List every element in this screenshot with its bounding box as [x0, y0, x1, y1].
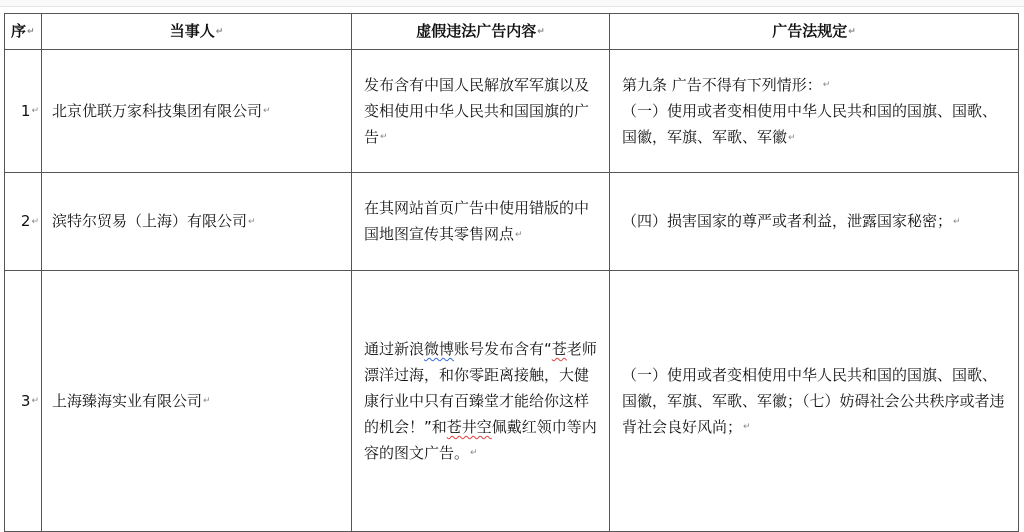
- party-name: 北京优联万家科技集团有限公司↵: [42, 50, 352, 173]
- table-header-row: [5, 14, 1019, 50]
- header-law: 广告法规定↵: [610, 14, 1019, 50]
- law-provision: （一）使用或者变相使用中华人民共和国的国旗、国歌、国徽，军旗、军歌、军徽；（七）妨碍社会公共秩序或者违背社会良好风尚；↵: [610, 271, 1019, 532]
- ad-content: 通过新浪微博账号发布含有“苍老师漂洋过海，和你零距离接触，大健康行业中只有百臻堂才能给你这样的机会！”和苍井空佩戴红领巾等内容的图文广告。↵: [352, 271, 610, 532]
- table-row: [5, 50, 1019, 173]
- row-number: 2↵: [5, 173, 42, 271]
- party-name: 上海臻海实业有限公司↵: [42, 271, 352, 532]
- header-seq: 序↵: [5, 14, 42, 50]
- ad-content: 在其网站首页广告中使用错版的中国地图宣传其零售网点↵: [352, 173, 610, 271]
- spellcheck-mark: 微博: [424, 339, 455, 358]
- table-row: [5, 173, 1019, 271]
- spellcheck-mark: 苍: [551, 339, 567, 358]
- table-row: [5, 271, 1019, 532]
- header-content: 虚假违法广告内容↵: [352, 14, 610, 50]
- law-provision: 第九条 广告不得有下列情形：↵ （一）使用或者变相使用中华人民共和国的国旗、国歌、国徽，军旗、军歌、军徽↵: [610, 50, 1019, 173]
- spellcheck-mark: 苍井空: [446, 417, 492, 436]
- ad-content: 发布含有中国人民解放军军旗以及变相使用中华人民共和国国旗的广告↵: [352, 50, 610, 173]
- law-provision: （四）损害国家的尊严或者利益，泄露国家秘密；↵: [610, 173, 1019, 271]
- party-name: 滨特尔贸易（上海）有限公司↵: [42, 173, 352, 271]
- row-number: 3↵: [5, 271, 42, 532]
- header-party: 当事人↵: [42, 14, 352, 50]
- top-ruler-strip: [0, 0, 1024, 7]
- row-number: 1↵: [5, 50, 42, 173]
- violation-table: [4, 13, 1019, 532]
